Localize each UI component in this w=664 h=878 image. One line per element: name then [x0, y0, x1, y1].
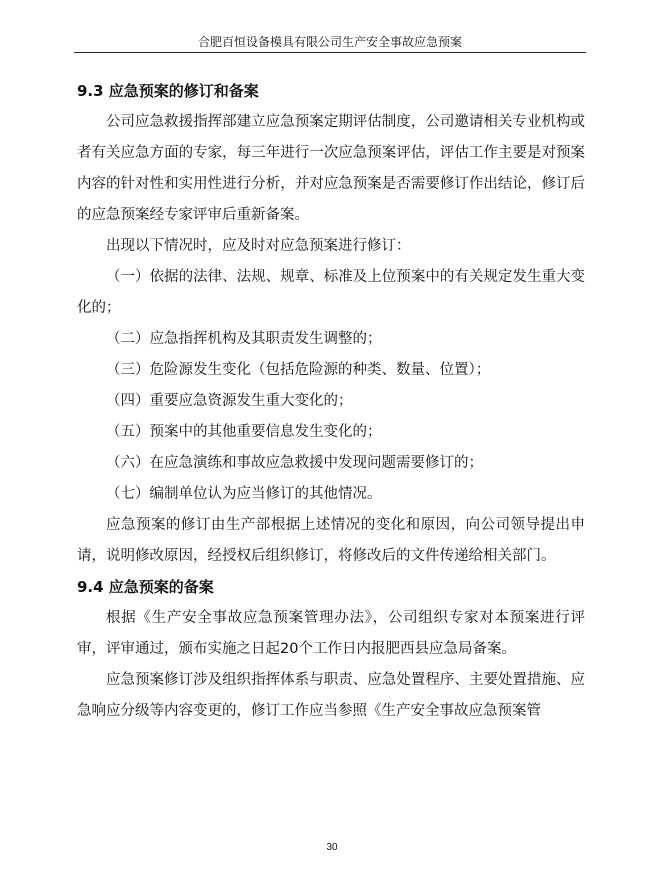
page-number: 30 [326, 842, 338, 853]
list-item: （六）在应急演练和事故应急救援中发现问题需要修订的； [106, 455, 483, 471]
paragraph: 出现以下情况时，应及时对应急预案进行修订： [106, 238, 411, 254]
list-item: （五）预案中的其他重要信息发生变化的； [106, 424, 382, 440]
list-item: （二）应急指挥机构及其职责发生调整的； [106, 331, 382, 347]
section-heading-9-3: 9.3 应急预案的修订和备案 [77, 82, 259, 100]
list-item: （三）危险源发生变化（包括危险源的种类、数量、位置）； [106, 362, 491, 378]
paragraph: 应急预案修订涉及组织指挥体系与职责、应急处置程序、主要处置措施、应急响应分级等内容变更的，修订工作应当参照《生产安全事故应急预案管 [77, 672, 585, 719]
page-header: 合肥百恒设备模具有限公司生产安全事故应急预案 [197, 35, 462, 49]
list-item: （七）编制单位认为应当修订的其他情况。 [106, 486, 382, 502]
list-item: （四）重要应急资源发生重大变化的； [106, 393, 353, 409]
section-heading-9-4: 9.4 应急预案的备案 [77, 578, 214, 596]
paragraph: 根据《生产安全事故应急预案管理办法》，公司组织专家对本预案进行评审，评审通过，颁布实施之日起20个工作日内报肥西县应急局备案。 [77, 610, 585, 657]
document-body [77, 76, 585, 727]
list-item: （一）依据的法律、法规、规章、标准及上位预案中的有关规定发生重大变化的； [77, 269, 585, 316]
header-divider [74, 52, 586, 53]
paragraph: 公司应急救援指挥部建立应急预案定期评估制度，公司邀请相关专业机构或者有关应急方面的专家，每三年进行一次应急预案评估，评估工作主要是对预案内容的针对性和实用性进行分析，并对应急预案是否需要修订作出结论，修订后的应急预案经专家评审后重新备案。 [77, 114, 585, 223]
paragraph: 应急预案的修订由生产部根据上述情况的变化和原因，向公司领导提出申请，说明修改原因，经授权后组织修订，将修改后的文件传递给相关部门。 [77, 517, 585, 564]
